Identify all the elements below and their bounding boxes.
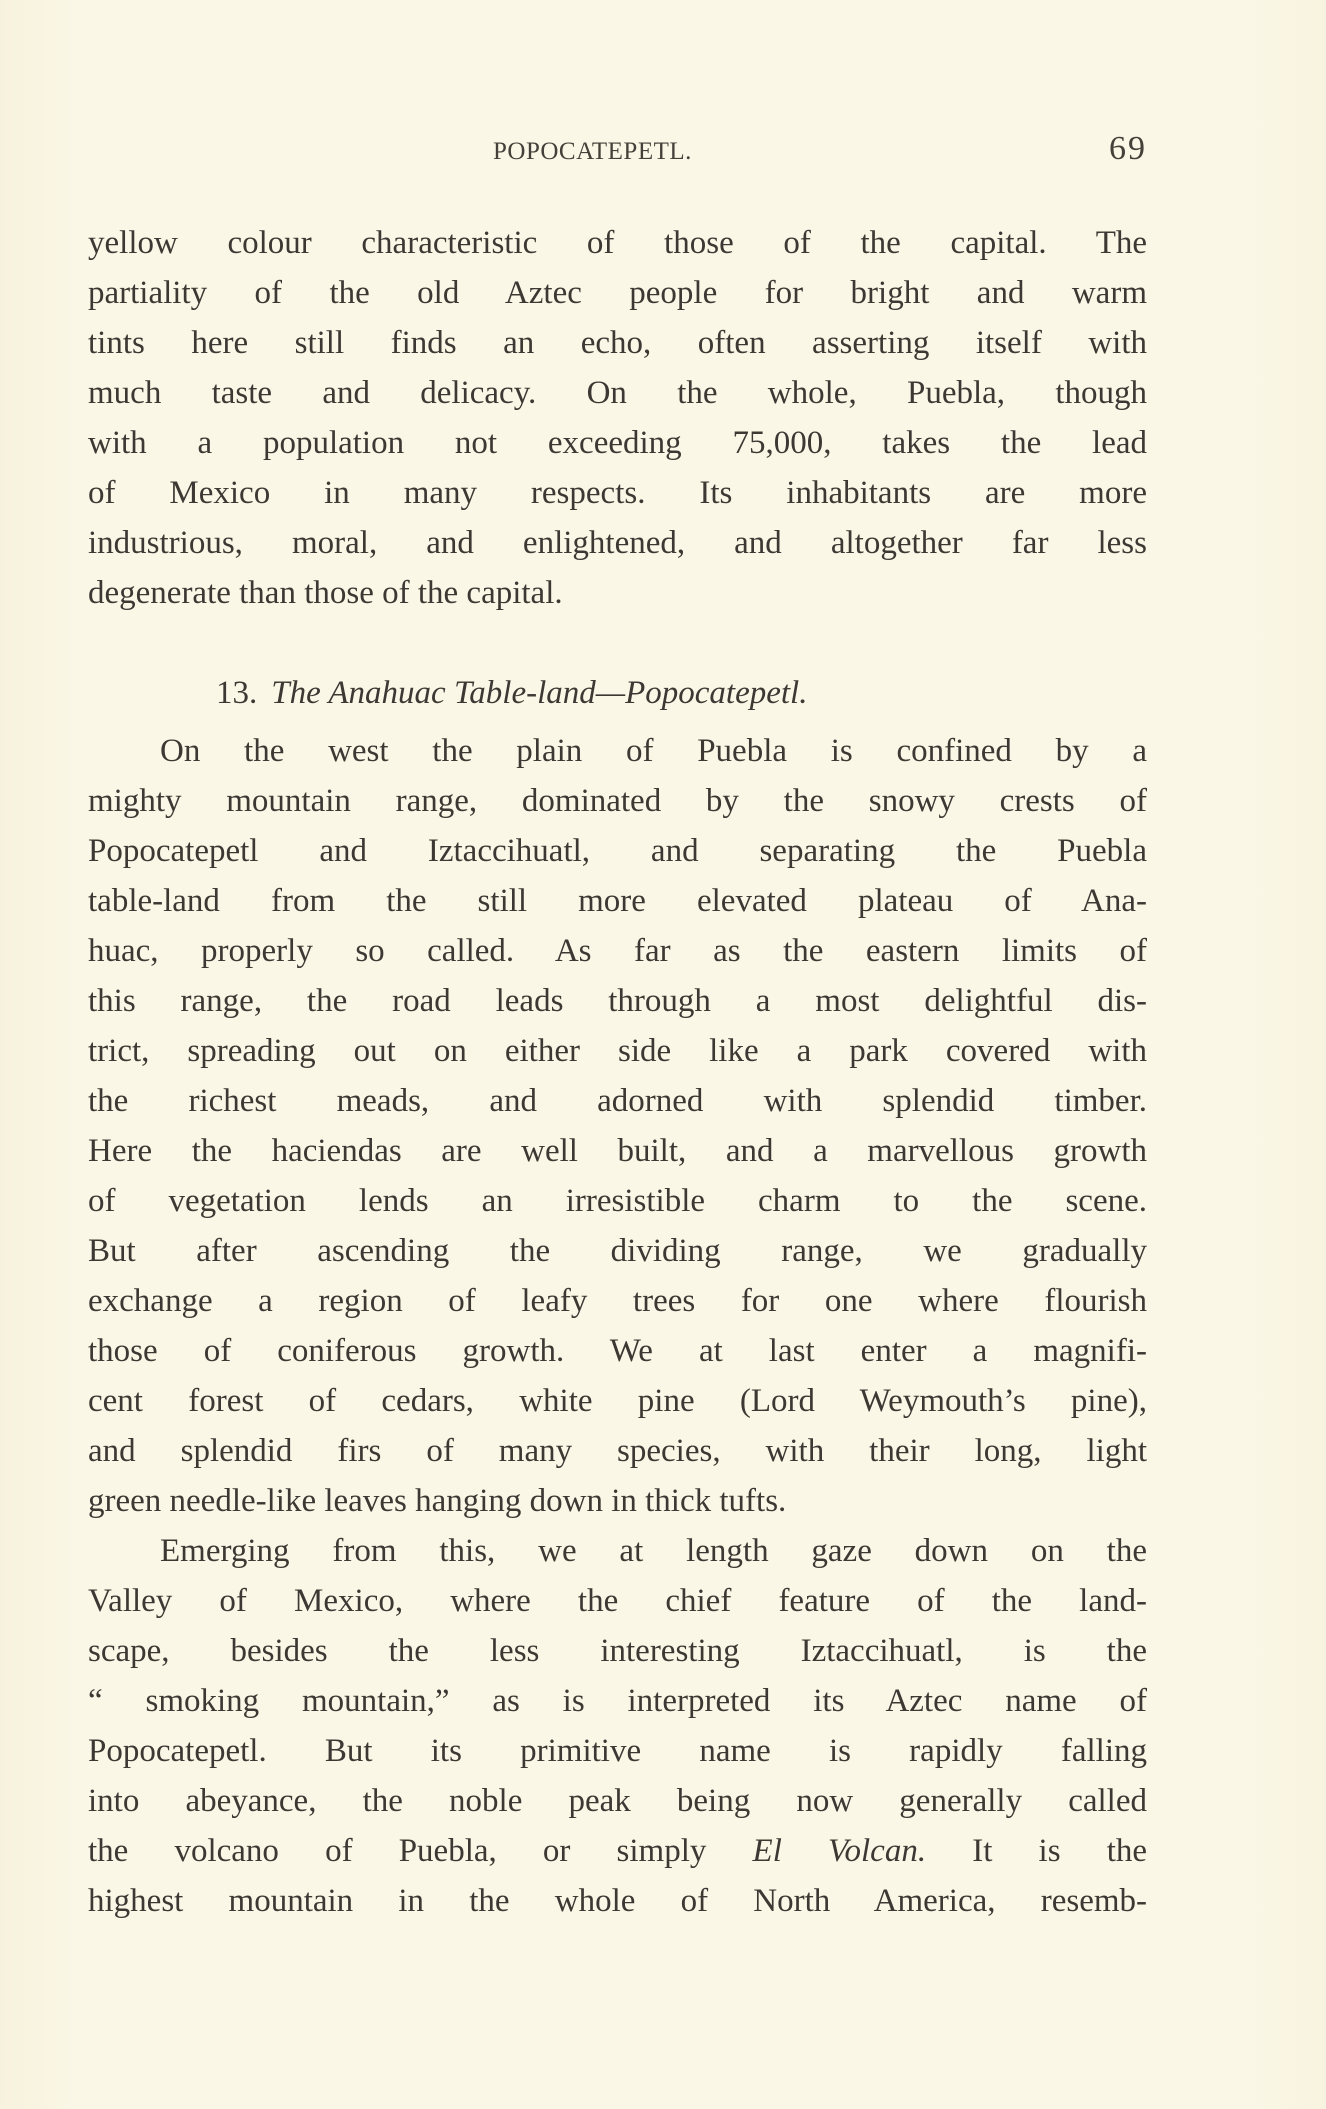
text-line: those of coniferous growth. We at last enter a magnifi-	[88, 1333, 1147, 1369]
section-title: The Anahuac Table-land—Popocatepetl.	[271, 675, 808, 711]
body-text	[88, 218, 1147, 1926]
text-line: industrious, moral, and enlightened, and altogether far less	[88, 525, 1147, 561]
text-line: scape, besides the less interesting Iztaccihuatl, is the	[88, 1633, 1147, 1669]
text-fragment: It is the	[926, 1833, 1148, 1869]
text-line: tints here still finds an echo, often asserting itself with	[88, 325, 1147, 361]
text-line: highest mountain in the whole of North America, resemb-	[88, 1883, 1147, 1919]
text-line: table-land from the still more elevated plateau of Ana-	[88, 883, 1147, 919]
text-line: mighty mountain range, dominated by the snowy crests of	[88, 783, 1147, 819]
text-line: of Mexico in many respects. Its inhabitants are more	[88, 475, 1147, 511]
text-line: the richest meads, and adorned with splendid timber.	[88, 1083, 1147, 1119]
italic-term: El Volcan.	[752, 1833, 927, 1869]
text-line: this range, the road leads through a most delightful dis-	[88, 983, 1147, 1019]
text-line: Popocatepetl. But its primitive name is rapidly falling	[88, 1733, 1147, 1769]
section-number: 13.	[216, 675, 258, 711]
text-fragment: the volcano of Puebla, or simply	[88, 1833, 753, 1869]
running-title: POPOCATEPETL.	[493, 138, 692, 165]
text-line: Emerging from this, we at length gaze down on the	[160, 1533, 1147, 1569]
text-line: cent forest of cedars, white pine (Lord Weymouth’s pine),	[88, 1383, 1147, 1419]
paragraph-3	[88, 1526, 1147, 1926]
text-line: exchange a region of leafy trees for one where flourish	[88, 1283, 1147, 1319]
text-line: much taste and delicacy. On the whole, Puebla, though	[88, 375, 1147, 411]
text-line: yellow colour characteristic of those of the capital. The	[88, 225, 1147, 261]
running-head	[88, 130, 1147, 174]
text-line: But after ascending the dividing range, we gradually	[88, 1233, 1147, 1269]
text-line: “ smoking mountain,” as is interpreted its Aztec name of	[88, 1683, 1147, 1719]
text-line: Valley of Mexico, where the chief feature of the land-	[88, 1583, 1147, 1619]
spacer	[88, 618, 1147, 668]
section-heading	[88, 668, 1147, 718]
text-line: of vegetation lends an irresistible charm to the scene.	[88, 1183, 1147, 1219]
text-line: partiality of the old Aztec people for bright and warm	[88, 275, 1147, 311]
text-line-with-italic	[88, 1826, 1147, 1876]
text-line: On the west the plain of Puebla is confined by a	[160, 733, 1147, 769]
paragraph-2	[88, 726, 1147, 1526]
text-line: and splendid firs of many species, with their long, light	[88, 1433, 1147, 1469]
text-line: into abeyance, the noble peak being now generally called	[88, 1783, 1147, 1819]
text-line: Popocatepetl and Iztaccihuatl, and separating the Puebla	[88, 833, 1147, 869]
text-line: Here the haciendas are well built, and a marvellous growth	[88, 1133, 1147, 1169]
text-line: green needle-like leaves hanging down in thick tufts.	[88, 1483, 787, 1519]
text-line: huac, properly so called. As far as the eastern limits of	[88, 933, 1147, 969]
paragraph-1	[88, 218, 1147, 618]
text-line: trict, spreading out on either side like a park covered with	[88, 1033, 1147, 1069]
page-number: 69	[1109, 130, 1147, 167]
text-line: with a population not exceeding 75,000, takes the lead	[88, 425, 1147, 461]
text-line: degenerate than those of the capital.	[88, 575, 563, 611]
